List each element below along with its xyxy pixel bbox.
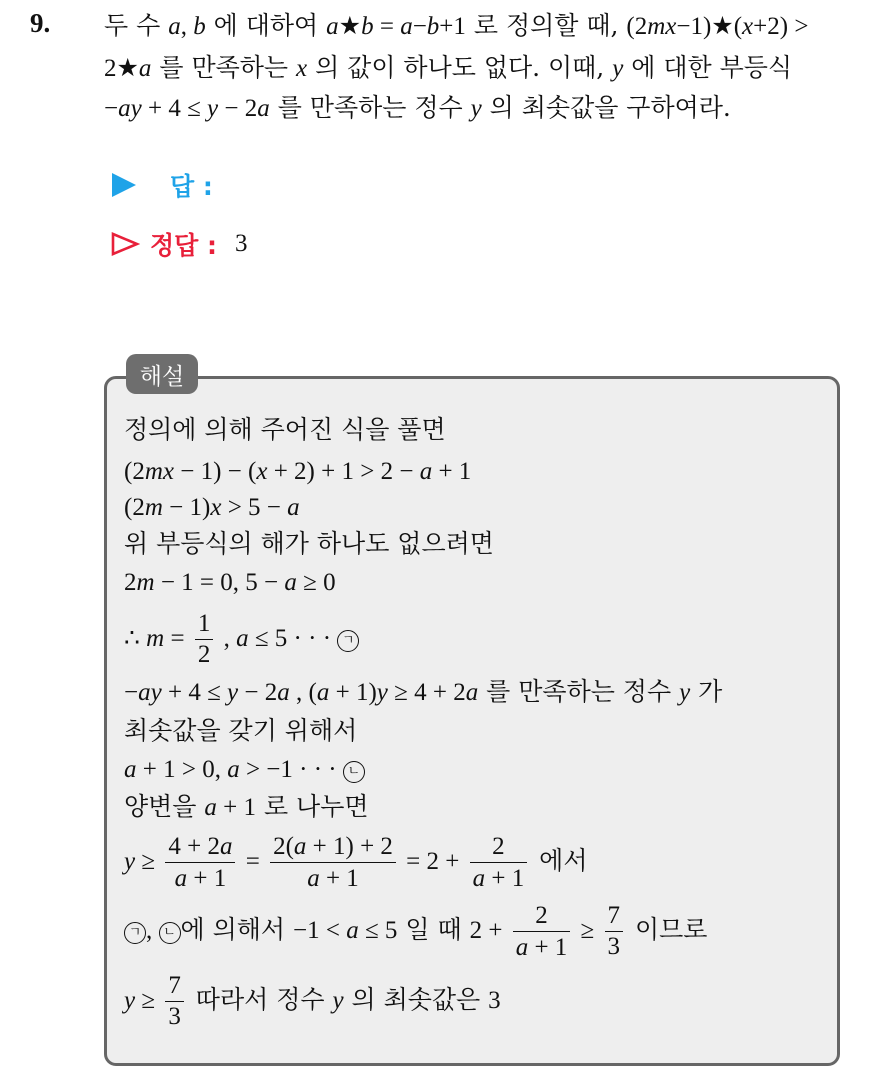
solution-line-7: −ay + 4 ≤ y − 2a , (a + 1)y ≥ 4 + 2a 를 만족하는 정수 y 가 xyxy=(124,677,723,706)
answer-row xyxy=(112,168,213,202)
fraction: $\frac{4 + 2a}{a + 1}$ xyxy=(165,831,235,894)
solution-line-13: y ≥ $\frac{7}{3}$ 따라서 정수 y 의 최솟값은 3 xyxy=(124,972,501,1030)
fraction: $\frac{2}{a + 1}$ xyxy=(513,901,571,963)
solution-line-6: ∴ m = $\frac{1}{2}$ , a ≤ 5 · · · ㄱ xyxy=(124,608,359,670)
correct-answer-value: 3 xyxy=(235,230,248,257)
outline-arrow-icon xyxy=(110,231,140,257)
fraction: $\frac{2}{a + 1}$ xyxy=(470,832,528,894)
solution-tab: 해설 xyxy=(126,354,198,394)
fraction: $\frac{7}{3}$ xyxy=(165,971,184,1032)
fraction: $\frac{2(a + 1) + 2}{a + 1}$ xyxy=(270,831,396,894)
question-number: 9. xyxy=(30,8,51,38)
fraction: $\frac{1}{2}$ xyxy=(195,609,214,670)
solution-line-12: ㄱ , ㄴ 에 의해서 −1 < a ≤ 5 일 때 2 + $\frac{2}{a + 1}$ ≥ $\frac{7}{3}$ 이므로 xyxy=(124,900,707,963)
solution-line-11: y ≥ $\frac{4 + 2a}{a + 1}$ = $\frac{2(a + 1) + 2}{a + 1}$ = 2 + $\frac{2}{a + 1}$ 에서 xyxy=(124,832,588,892)
question-line-1: 두 수 a, b 에 대하여 a★b = a−b+1 로 정의할 때, (2mx−1)★(x+2) > xyxy=(104,11,809,40)
solution-line-10: 양변을 a + 1 로 나누면 xyxy=(124,792,369,821)
solution-line-4: 위 부등식의 해가 하나도 없으려면 xyxy=(124,529,494,558)
marker-giyeok: ㄱ xyxy=(337,630,359,652)
solution-line-3: (2m − 1)x > 5 − a xyxy=(124,494,300,521)
play-arrow-icon xyxy=(112,173,136,197)
marker-nieun: ㄴ xyxy=(159,922,181,944)
question-line-2: 2★a 를 만족하는 x 의 값이 하나도 없다. 이때, y 에 대한 부등식 xyxy=(104,53,793,82)
solution-line-2: (2mx − 1) − (x + 2) + 1 > 2 − a + 1 xyxy=(124,458,472,485)
correct-answer-label: 정답 : xyxy=(150,231,218,260)
fraction: $\frac{7}{3}$ xyxy=(605,901,624,962)
solution-line-9: a + 1 > 0, a > −1 · · · ㄴ xyxy=(124,753,365,786)
question-line-3: −ay + 4 ≤ y − 2a 를 만족하는 정수 y 의 최솟값을 구하여라. xyxy=(104,93,731,122)
correct-answer-row xyxy=(110,227,248,261)
solution-line-8: 최솟값을 갖기 위해서 xyxy=(124,716,358,745)
solution-line-1: 정의에 의해 주어진 식을 풀면 xyxy=(124,415,446,444)
marker-nieun: ㄴ xyxy=(343,761,365,783)
marker-giyeok: ㄱ xyxy=(124,922,146,944)
answer-label: 답 : xyxy=(170,172,213,201)
solution-line-5: 2m − 1 = 0, 5 − a ≥ 0 xyxy=(124,569,336,596)
